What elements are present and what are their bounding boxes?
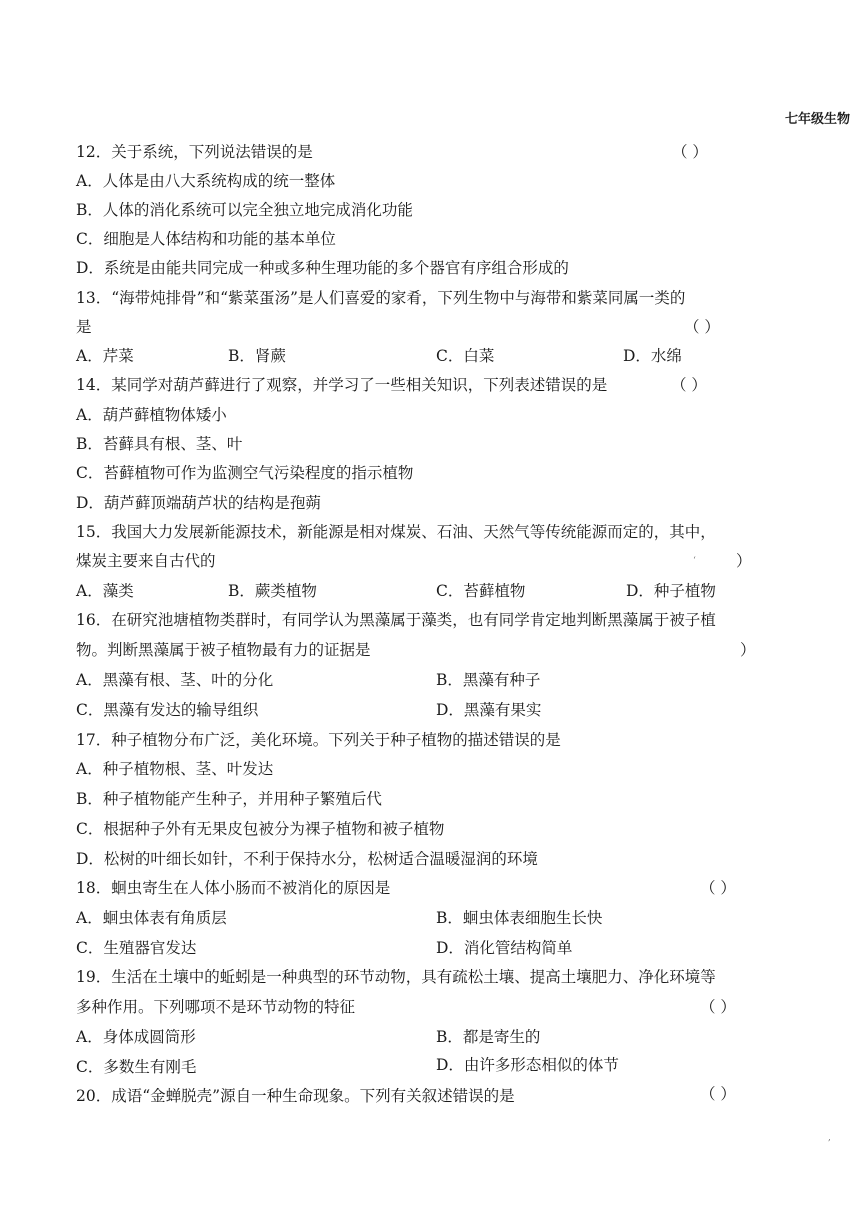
question-16-option-d: D．黑藻有果实 (436, 701, 542, 719)
question-15-option-b: B．蕨类植物 (228, 582, 317, 600)
question-18-option-b: B．蛔虫体表细胞生长快 (436, 909, 603, 927)
question-16-stem-cont: 物。判断黑藻属于被子植物最有力的证据是 (76, 641, 371, 659)
question-13-answer-blank: （ ） (684, 318, 720, 336)
question-19-option-c: C．多数生有刚毛 (76, 1058, 197, 1076)
question-19-stem: 19．生活在土壤中的蚯蚓是一种典型的环节动物，具有疏松土壤、提高土壤肥力、净化环境等 (76, 968, 716, 986)
question-20-answer-blank: （ ） (700, 1085, 736, 1103)
question-19-stem-cont: 多种作用。下列哪项不是环节动物的特征 (76, 998, 356, 1016)
question-19-answer-blank: （ ） (700, 998, 736, 1016)
question-16-option-c: C．黑藻有发达的输导组织 (76, 701, 259, 719)
scan-speck: ʻ (693, 556, 696, 566)
question-17-option-d: D．松树的叶细长如针，不利于保持水分，松树适合温暖湿润的环境 (76, 850, 538, 868)
question-19-option-b: B．都是寄生的 (436, 1028, 541, 1046)
question-18-stem: 18．蛔虫寄生在人体小肠而不被消化的原因是 (76, 879, 391, 897)
question-15-option-a: A．藻类 (76, 582, 134, 600)
question-17-stem: 17．种子植物分布广泛，美化环境。下列关于种子植物的描述错误的是 (76, 731, 561, 749)
question-12-stem: 12．关于系统，下列说法错误的是 (76, 143, 313, 161)
question-12-option-d: D．系统是由能共同完成一种或多种生理功能的多个器官有序组合形成的 (76, 259, 569, 277)
question-12-option-a: A．人体是由八大系统构成的统一整体 (76, 172, 336, 190)
question-15-option-d: D．种子植物 (626, 582, 716, 600)
question-20-stem: 20．成语“金蝉脱壳”源自一种生命现象。下列有关叙述错误的是 (76, 1087, 515, 1105)
question-15-option-c: C．苔藓植物 (436, 582, 526, 600)
question-17-option-a: A．种子植物根、茎、叶发达 (76, 760, 274, 778)
question-14-option-c: C．苔藓植物可作为监测空气污染程度的指示植物 (76, 464, 414, 482)
question-17-option-b: B．种子植物能产生种子，并用种子繁殖后代 (76, 790, 382, 808)
question-13-option-b: B．肾蕨 (228, 347, 286, 365)
question-16-answer-blank: ） (740, 641, 756, 659)
question-13-option-a: A．芹菜 (76, 347, 134, 365)
question-14-stem: 14．某同学对葫芦藓进行了观察，并学习了一些相关知识，下列表述错误的是 (76, 376, 608, 394)
question-19-option-a: A．身体成圆筒形 (76, 1028, 196, 1046)
question-18-option-a: A．蛔虫体表有角质层 (76, 909, 227, 927)
question-14-answer-blank: （ ） (671, 376, 707, 394)
question-14-option-a: A．葫芦藓植物体矮小 (76, 406, 227, 424)
question-16-stem: 16．在研究池塘植物类群时，有同学认为黑藻属于藻类，也有同学肯定地判断黑藻属于被子植 (76, 611, 716, 629)
question-17-option-c: C．根据种子外有无果皮包被分为裸子植物和被子植物 (76, 820, 445, 838)
question-13-option-c: C．白菜 (436, 347, 495, 365)
question-15-stem-cont: 煤炭主要来自古代的 (76, 552, 216, 570)
question-18-option-d: D．消化管结构简单 (436, 939, 573, 957)
question-15-answer-blank: ） (736, 552, 752, 570)
question-12-answer-blank: （ ） (672, 143, 708, 161)
question-13-stem: 13．“海带炖排骨”和“紫菜蛋汤”是人们喜爱的家肴，下列生物中与海带和紫菜同属一类的 (76, 289, 686, 307)
question-18-option-c: C．生殖器官发达 (76, 939, 197, 957)
question-14-option-d: D．葫芦藓顶端葫芦状的结构是孢蒴 (76, 494, 321, 512)
question-12-option-c: C．细胞是人体结构和功能的基本单位 (76, 230, 336, 248)
question-13-stem-cont: 是 (76, 318, 92, 336)
question-18-answer-blank: （ ） (700, 879, 736, 897)
question-14-option-b: B．苔藓具有根、茎、叶 (76, 435, 243, 453)
scan-speck: , (828, 1133, 831, 1143)
question-15-stem: 15．我国大力发展新能源技术，新能源是相对煤炭、石油、天然气等传统能源而定的，其中， (76, 523, 716, 541)
question-19-option-d: D．由许多形态相似的体节 (436, 1056, 619, 1074)
question-12-option-b: B．人体的消化系统可以完全独立地完成消化功能 (76, 201, 413, 219)
question-13-option-d: D．水绵 (623, 347, 682, 365)
question-16-option-a: A．黑藻有根、茎、叶的分化 (76, 671, 274, 689)
page-header-tag: 七年级生物 (785, 112, 851, 127)
question-16-option-b: B．黑藻有种子 (436, 671, 541, 689)
